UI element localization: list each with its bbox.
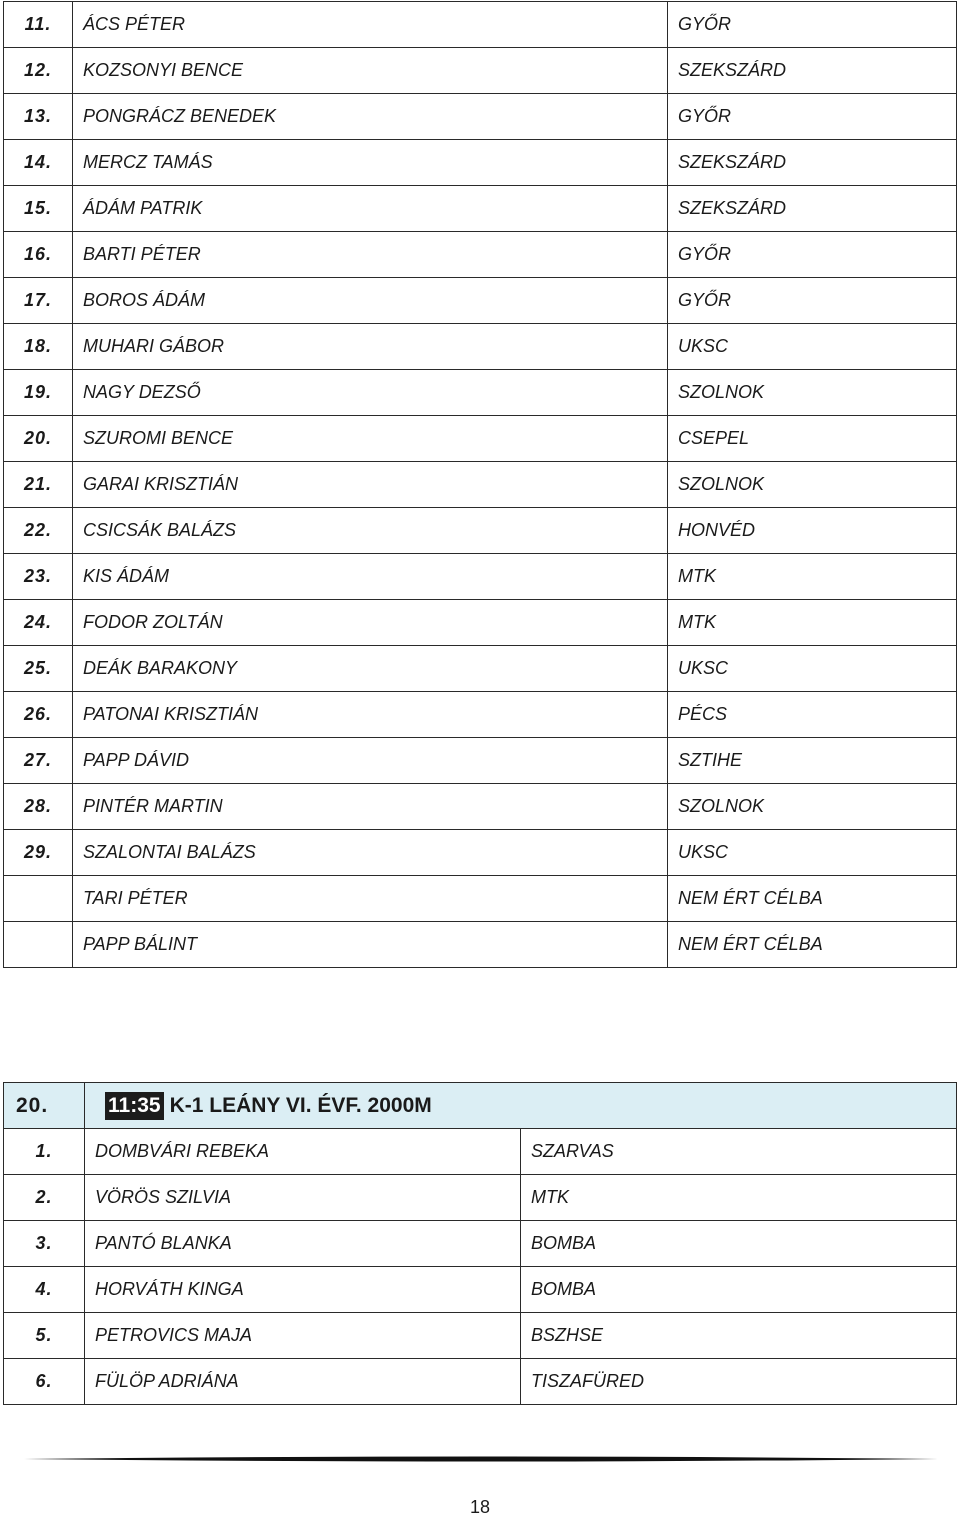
- club-cell: BSZHSE: [521, 1313, 957, 1359]
- place-cell: 13.: [4, 94, 73, 140]
- club-cell: SZOLNOK: [668, 784, 957, 830]
- table-row: [4, 186, 957, 232]
- place-cell: 3.: [4, 1221, 85, 1267]
- club-cell: UKSC: [668, 324, 957, 370]
- place-cell: 28.: [4, 784, 73, 830]
- club-cell: GYŐR: [668, 2, 957, 48]
- name-cell: VÖRÖS SZILVIA: [85, 1175, 521, 1221]
- place-cell: 25.: [4, 646, 73, 692]
- race-time: 11:35: [105, 1092, 164, 1120]
- name-cell: PAPP DÁVID: [73, 738, 668, 784]
- table-row: [4, 738, 957, 784]
- place-cell: 24.: [4, 600, 73, 646]
- club-cell: MTK: [668, 600, 957, 646]
- name-cell: SZUROMI BENCE: [73, 416, 668, 462]
- place-cell: 4.: [4, 1267, 85, 1313]
- table-row: [4, 554, 957, 600]
- name-cell: ÁCS PÉTER: [73, 2, 668, 48]
- table-row: [4, 876, 957, 922]
- footer-divider: [24, 1454, 938, 1464]
- place-cell: [4, 922, 73, 968]
- name-cell: PETROVICS MAJA: [85, 1313, 521, 1359]
- name-cell: KIS ÁDÁM: [73, 554, 668, 600]
- place-cell: 6.: [4, 1359, 85, 1405]
- name-cell: HORVÁTH KINGA: [85, 1267, 521, 1313]
- table-row: [4, 784, 957, 830]
- name-cell: PATONAI KRISZTIÁN: [73, 692, 668, 738]
- club-cell: SZEKSZÁRD: [668, 48, 957, 94]
- table-row: [4, 278, 957, 324]
- place-cell: 26.: [4, 692, 73, 738]
- club-cell: SZOLNOK: [668, 462, 957, 508]
- club-cell: SZARVAS: [521, 1129, 957, 1175]
- table-row: [4, 1175, 957, 1221]
- club-cell: SZEKSZÁRD: [668, 186, 957, 232]
- place-cell: 22.: [4, 508, 73, 554]
- race-20-table: [3, 1082, 957, 1405]
- table-row: [4, 646, 957, 692]
- table-row: [4, 232, 957, 278]
- club-cell: PÉCS: [668, 692, 957, 738]
- place-cell: 29.: [4, 830, 73, 876]
- name-cell: DOMBVÁRI REBEKA: [85, 1129, 521, 1175]
- name-cell: SZALONTAI BALÁZS: [73, 830, 668, 876]
- table-row: [4, 600, 957, 646]
- table-row: [4, 370, 957, 416]
- club-cell: SZTIHE: [668, 738, 957, 784]
- name-cell: PANTÓ BLANKA: [85, 1221, 521, 1267]
- club-cell: GYŐR: [668, 94, 957, 140]
- place-cell: 18.: [4, 324, 73, 370]
- table-row: [4, 1267, 957, 1313]
- table-row: [4, 140, 957, 186]
- table-row: [4, 48, 957, 94]
- name-cell: MUHARI GÁBOR: [73, 324, 668, 370]
- race-number: 20.: [4, 1083, 85, 1129]
- table-row: [4, 462, 957, 508]
- club-cell: UKSC: [668, 830, 957, 876]
- name-cell: NAGY DEZSŐ: [73, 370, 668, 416]
- name-cell: CSICSÁK BALÁZS: [73, 508, 668, 554]
- table-row: [4, 1359, 957, 1405]
- table-row: [4, 1129, 957, 1175]
- table-row: [4, 2, 957, 48]
- table-row: [4, 922, 957, 968]
- name-cell: TARI PÉTER: [73, 876, 668, 922]
- place-cell: 20.: [4, 416, 73, 462]
- club-cell: BOMBA: [521, 1221, 957, 1267]
- page-number: 18: [469, 1497, 491, 1517]
- place-cell: 2.: [4, 1175, 85, 1221]
- name-cell: ÁDÁM PATRIK: [73, 186, 668, 232]
- race-title: K-1 LEÁNY VI. ÉVF. 2000M: [169, 1093, 432, 1117]
- place-cell: 15.: [4, 186, 73, 232]
- name-cell: PONGRÁCZ BENEDEK: [73, 94, 668, 140]
- club-cell: MTK: [521, 1175, 957, 1221]
- place-cell: 19.: [4, 370, 73, 416]
- table-row: [4, 692, 957, 738]
- place-cell: 16.: [4, 232, 73, 278]
- club-cell: TISZAFÜRED: [521, 1359, 957, 1405]
- place-cell: 17.: [4, 278, 73, 324]
- results-table: [3, 1, 957, 968]
- name-cell: BARTI PÉTER: [73, 232, 668, 278]
- name-cell: FÜLÖP ADRIÁNA: [85, 1359, 521, 1405]
- place-cell: 27.: [4, 738, 73, 784]
- race-header: [4, 1083, 957, 1129]
- table-row: [4, 416, 957, 462]
- table-row: [4, 1221, 957, 1267]
- place-cell: 21.: [4, 462, 73, 508]
- table-row: [4, 324, 957, 370]
- name-cell: KOZSONYI BENCE: [73, 48, 668, 94]
- name-cell: MERCZ TAMÁS: [73, 140, 668, 186]
- name-cell: DEÁK BARAKONY: [73, 646, 668, 692]
- club-cell: SZEKSZÁRD: [668, 140, 957, 186]
- name-cell: GARAI KRISZTIÁN: [73, 462, 668, 508]
- club-cell: HONVÉD: [668, 508, 957, 554]
- club-cell: CSEPEL: [668, 416, 957, 462]
- race-title-cell: [85, 1083, 957, 1129]
- name-cell: PINTÉR MARTIN: [73, 784, 668, 830]
- club-cell: NEM ÉRT CÉLBA: [668, 876, 957, 922]
- club-cell: UKSC: [668, 646, 957, 692]
- name-cell: FODOR ZOLTÁN: [73, 600, 668, 646]
- table-row: [4, 830, 957, 876]
- club-cell: GYŐR: [668, 232, 957, 278]
- club-cell: NEM ÉRT CÉLBA: [668, 922, 957, 968]
- table-row: [4, 94, 957, 140]
- table-row: [4, 1313, 957, 1359]
- place-cell: 14.: [4, 140, 73, 186]
- table-row: [4, 508, 957, 554]
- place-cell: 11.: [4, 2, 73, 48]
- place-cell: 1.: [4, 1129, 85, 1175]
- place-cell: 23.: [4, 554, 73, 600]
- place-cell: 12.: [4, 48, 73, 94]
- club-cell: GYŐR: [668, 278, 957, 324]
- club-cell: MTK: [668, 554, 957, 600]
- name-cell: BOROS ÁDÁM: [73, 278, 668, 324]
- place-cell: [4, 876, 73, 922]
- club-cell: SZOLNOK: [668, 370, 957, 416]
- club-cell: BOMBA: [521, 1267, 957, 1313]
- place-cell: 5.: [4, 1313, 85, 1359]
- name-cell: PAPP BÁLINT: [73, 922, 668, 968]
